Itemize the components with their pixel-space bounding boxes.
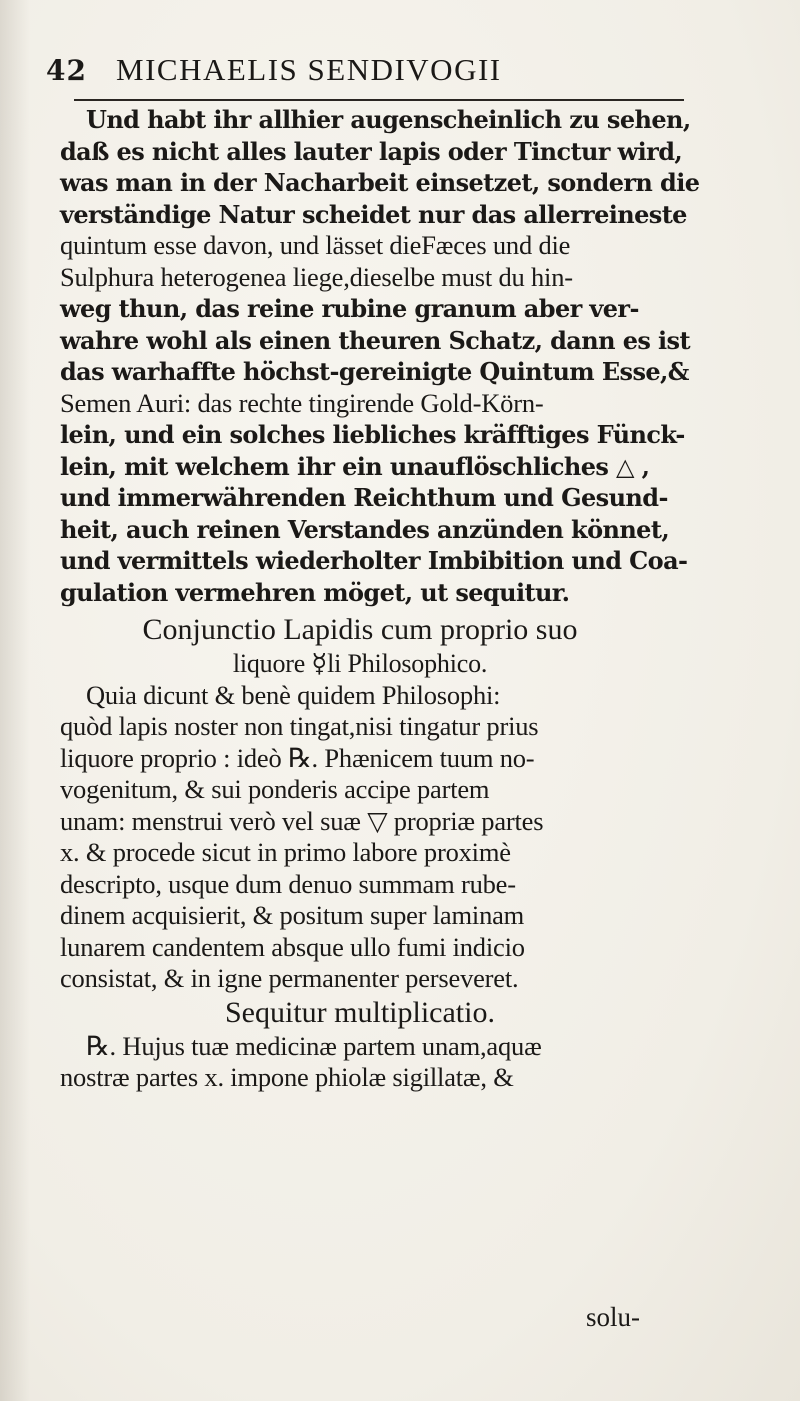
text-line: dinem acquisierit, & positum super laminam [60, 900, 525, 930]
german-paragraph [60, 104, 700, 608]
text-line: was man in der Nacharbeit einsetzet, sondern die [60, 168, 700, 197]
text-line: unam: menstrui verò vel suæ ▽ propriæ partes [60, 805, 544, 836]
text-line: daß es nicht alles lauter lapis oder Tinctur wird, [60, 136, 683, 166]
text-line: lunarem candentem absque ullo fumi indicio [60, 931, 525, 962]
text-line: Quia dicunt & benè quidem Philosophi: [86, 679, 501, 710]
running-head: MICHAELIS SENDIVOGII [116, 52, 502, 87]
text-line: lein, und ein solches liebliches kräfftiges Fünck- [60, 420, 685, 449]
text-line: wahre wohl als einen theuren Schatz, dann es ist [60, 325, 690, 355]
text-line: und immerwährenden Reichthum und Gesund- [60, 483, 668, 512]
body-text [60, 104, 700, 1094]
page-header [46, 54, 686, 94]
text-line: ℞. Hujus tuæ medicinæ partem unam,aquæ [86, 1030, 542, 1061]
text-line: quintum esse davon, und lässet dieFæces und die [60, 230, 571, 260]
latin-paragraph [60, 680, 700, 995]
text-line: Semen Auri: das rechte tingirende Gold-Körn- [60, 387, 544, 418]
section-heading: Conjunctio Lapidis cum proprio suo [142, 613, 578, 646]
page-number: 42 [46, 54, 87, 87]
latin-paragraph-2 [60, 1031, 700, 1094]
text-line: Sulphura heterogenea liege,dieselbe must du hin- [60, 261, 573, 292]
text-line: x. & procede sicut in primo labore proximè [60, 837, 511, 867]
text-line: und vermittels wiederholter Imbibition und Coa- [60, 546, 688, 575]
catchword: solu- [586, 1302, 640, 1332]
text-line: nostræ partes x. impone phiolæ sigillatæ, & [60, 1062, 514, 1092]
text-line: gulation vermehren möget, ut sequitur. [60, 577, 570, 607]
text-line: vogenitum, & sui ponderis accipe partem [60, 774, 490, 804]
text-line: heit, auch reinen Verstandes anzünden könnet, [60, 514, 670, 544]
section-subheading: liquore ☿li Philosophico. [232, 649, 488, 678]
text-line: liquore proprio : ideò ℞. Phænicem tuum no- [60, 742, 535, 773]
text-line: quòd lapis noster non tingat,nisi tingatur prius [60, 711, 539, 741]
section2-heading: Sequitur multiplicatio. [225, 995, 495, 1029]
text-line: weg thun, das reine rubine granum aber ver- [60, 294, 639, 323]
header-rule [74, 99, 684, 101]
page-gutter-shadow [0, 0, 30, 1401]
text-line: das warhaffte höchst-gereinigte Quintum Esse,& [60, 357, 689, 386]
text-line: descripto, usque dum denuo summam rube- [60, 868, 516, 899]
text-line: consistat, & in igne permanenter perseveret. [60, 963, 519, 993]
text-line: verständige Natur scheidet nur das allerreineste [60, 199, 687, 229]
text-line: lein, mit welchem ihr ein unauflöschliches △ , [60, 451, 650, 481]
text-line: Und habt ihr allhier augenscheinlich zu sehen, [86, 105, 691, 134]
